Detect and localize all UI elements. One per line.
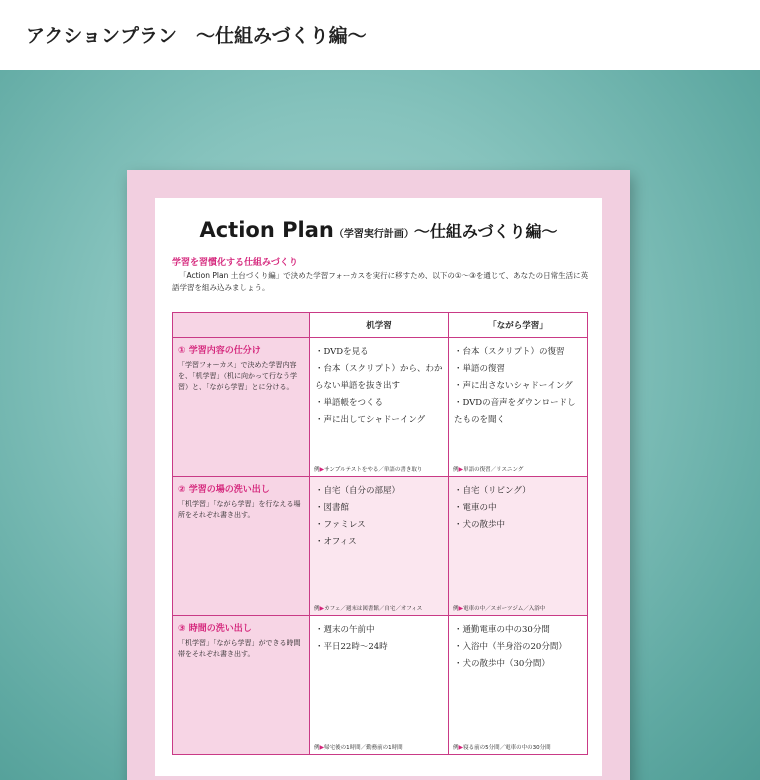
display-stage — [0, 70, 760, 780]
example-text: 電車の中／スポーツジム／入浴中 — [463, 606, 546, 612]
column-header-desk-study: 机学習 — [310, 313, 449, 338]
list-item: ・通勤電車の中の30分間 — [454, 625, 550, 635]
table-row — [173, 338, 588, 477]
cell-desk-sorting — [310, 338, 449, 477]
example-note — [314, 743, 403, 751]
cell-nagara-places — [449, 477, 588, 616]
arrow-icon: ▶ — [319, 744, 325, 751]
example-prefix: 例 — [453, 745, 459, 751]
list-item: ・自宅（リビング） — [454, 486, 531, 496]
list-item: ・声に出さないシャドーイング — [454, 381, 573, 391]
example-note — [453, 465, 523, 473]
example-prefix: 例 — [453, 467, 459, 473]
worksheet-content — [155, 198, 602, 776]
column-header-nagara-study: 「ながら学習」 — [449, 313, 588, 338]
list-item: ・犬の散歩中 — [454, 520, 506, 530]
list-item: ・DVDを見る — [315, 347, 369, 357]
action-plan-table — [172, 312, 588, 755]
arrow-icon: ▶ — [458, 605, 464, 612]
example-note — [453, 743, 551, 751]
item-list — [454, 622, 582, 673]
worksheet-title — [155, 218, 602, 242]
table-row — [173, 616, 588, 755]
worksheet-image — [127, 170, 630, 780]
worksheet-intro: 「Action Plan 土台づくり編」で決めた学習フォーカスを実行に移すため、以下の①～③を通じて、あなたの日常生活に英語学習を組み込みましょう。 — [172, 271, 589, 292]
list-item: ・電車の中 — [454, 503, 497, 513]
list-item: ・単語帳をつくる — [315, 398, 384, 408]
example-text: 帰宅後の1時間／勤務前の1時間 — [324, 745, 403, 751]
list-item: ・ファミレス — [315, 520, 366, 530]
row-label-places — [173, 477, 310, 616]
arrow-icon: ▶ — [319, 605, 325, 612]
cell-desk-time — [310, 616, 449, 755]
arrow-icon: ▶ — [458, 466, 464, 473]
list-item: ・台本（スクリプト）の復習 — [454, 347, 565, 357]
list-item: ・平日22時～24時 — [315, 642, 388, 652]
list-item: ・週末の午前中 — [315, 625, 375, 635]
row-description: 「学習フォーカス」で決めた学習内容を、「机学習」（机に向かって行なう学習）と、「ながら学習」とに分ける。 — [178, 361, 297, 391]
cell-nagara-sorting — [449, 338, 588, 477]
title-parenthetical: （学習実行計画） — [333, 229, 414, 240]
list-item: ・台本（スクリプト）から、わからない単語を抜き出す — [315, 364, 443, 391]
page-title: アクションプラン ～仕組みづくり編～ — [26, 25, 367, 47]
item-list — [315, 483, 443, 551]
example-text: 単語の復習／リスニング — [463, 467, 524, 473]
list-item: ・犬の散歩中（30分間） — [454, 659, 550, 669]
table-corner-cell — [173, 313, 310, 338]
table-row — [173, 477, 588, 616]
list-item: ・入浴中（半身浴の20分間） — [454, 642, 567, 652]
row-label-sorting — [173, 338, 310, 477]
row-description: 「机学習」「ながら学習」ができる時間帯をそれぞれ書き出す。 — [178, 639, 301, 658]
item-list — [315, 622, 443, 656]
item-list — [315, 344, 443, 429]
example-note — [314, 604, 422, 612]
page-header — [0, 0, 760, 70]
example-prefix: 例 — [453, 606, 459, 612]
cell-nagara-time — [449, 616, 588, 755]
example-prefix: 例 — [314, 606, 320, 612]
arrow-icon: ▶ — [319, 466, 325, 473]
list-item: ・自宅（自分の部屋） — [315, 486, 401, 496]
item-list — [454, 344, 582, 429]
row-title: ① 学習内容の仕分け — [178, 346, 261, 356]
list-item: ・声に出してシャドーイング — [315, 415, 426, 425]
list-item: ・オフィス — [315, 537, 357, 547]
title-japanese: ～仕組みづくり編～ — [413, 222, 558, 241]
worksheet-subheading: 学習を習慣化する仕組みづくり — [172, 258, 298, 268]
example-note — [314, 465, 422, 473]
example-prefix: 例 — [314, 745, 320, 751]
arrow-icon: ▶ — [458, 744, 464, 751]
example-text: カフェ／週末は図書館／自宅／オフィス — [324, 606, 423, 612]
item-list — [454, 483, 582, 534]
cell-desk-places — [310, 477, 449, 616]
example-text: 寝る前の5分間／電車の中の30分間 — [463, 745, 551, 751]
example-text: サンプルテストをやる／単語の書き取り — [324, 467, 423, 473]
row-description: 「机学習」「ながら学習」を行なえる場所をそれぞれ書き出す。 — [178, 500, 301, 519]
list-item: ・DVDの音声をダウンロードしたものを聞く — [454, 398, 576, 425]
row-title: ③ 時間の洗い出し — [178, 624, 252, 634]
list-item: ・単語の復習 — [454, 364, 506, 374]
example-prefix: 例 — [314, 467, 320, 473]
list-item: ・図書館 — [315, 503, 350, 513]
row-label-time — [173, 616, 310, 755]
example-note — [453, 604, 545, 612]
title-english: Action Plan — [199, 218, 334, 242]
row-title: ② 学習の場の洗い出し — [178, 485, 270, 495]
